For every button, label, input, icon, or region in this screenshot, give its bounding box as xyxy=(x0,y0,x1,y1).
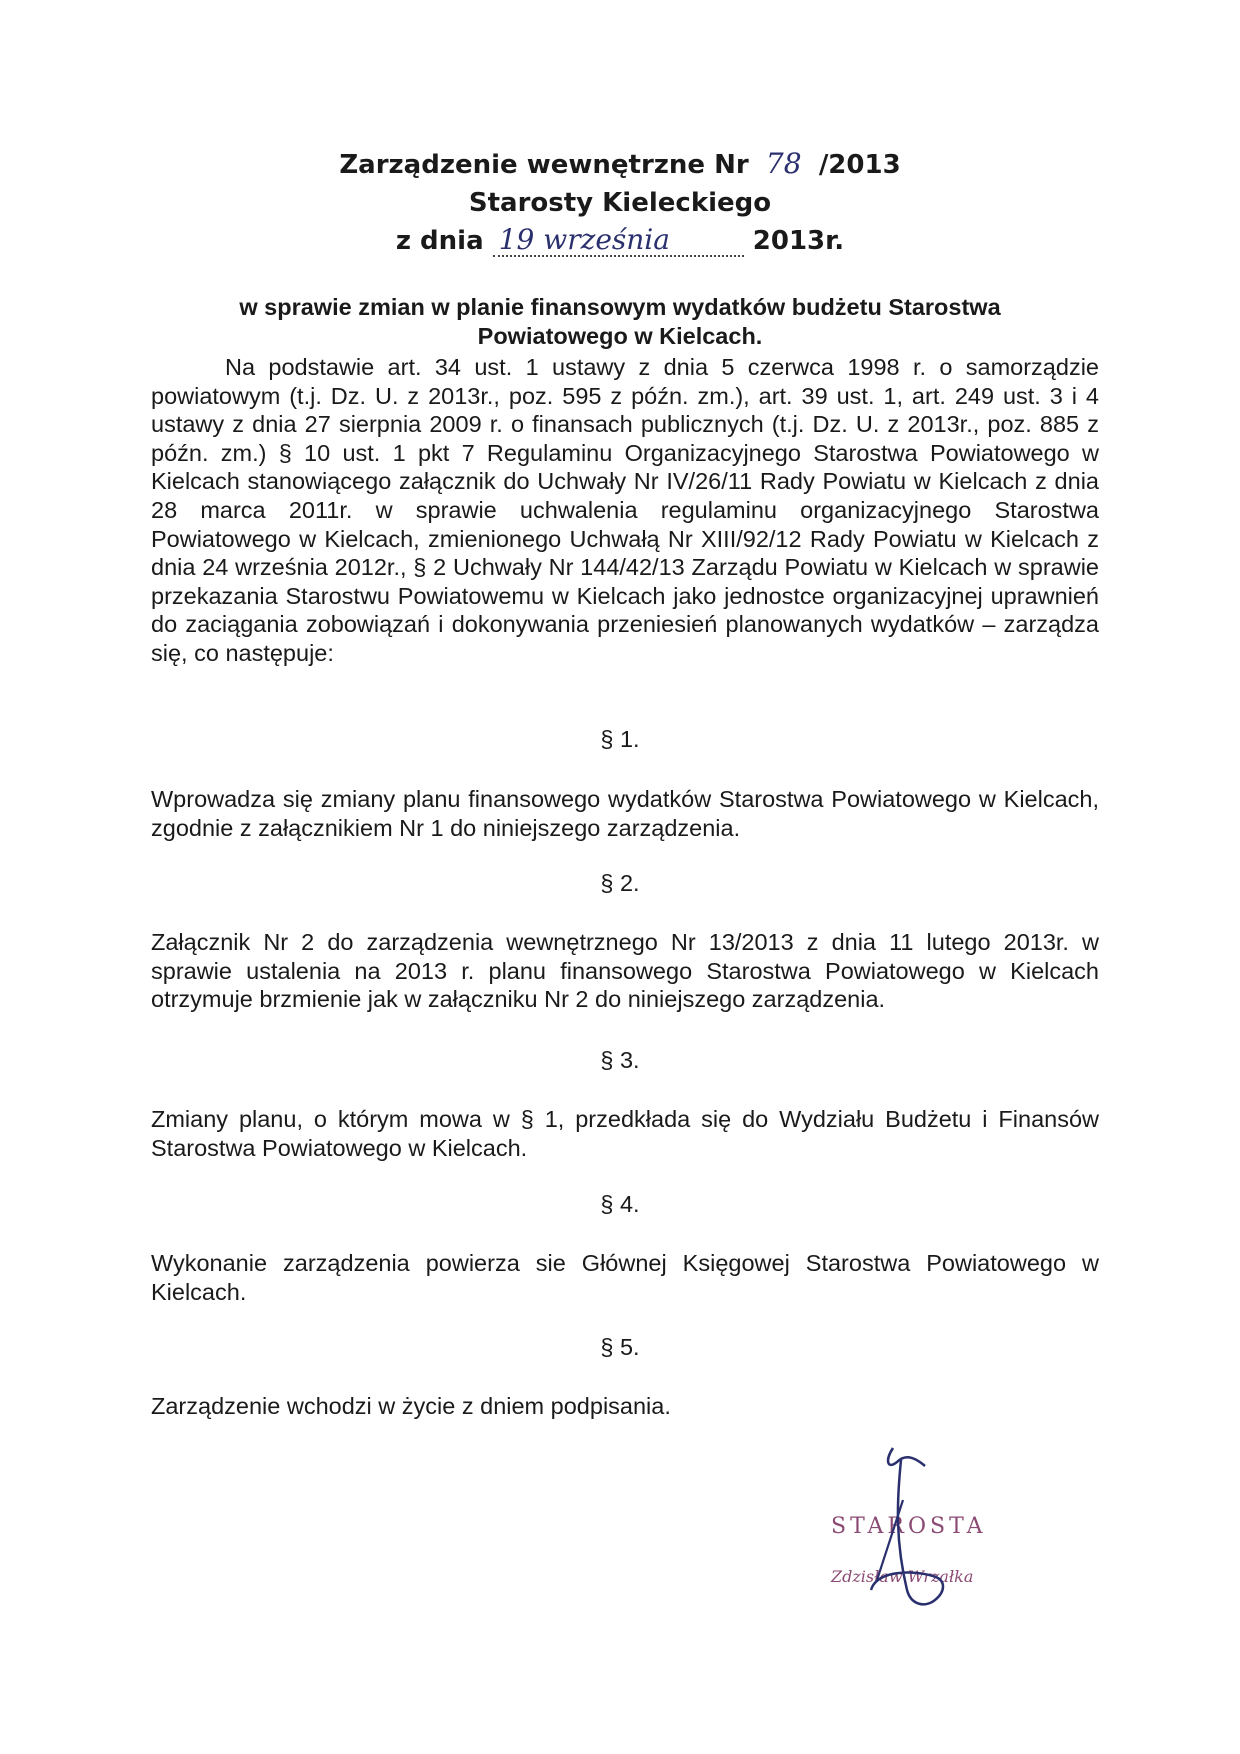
header-order-label: Zarządzenie wewnętrzne Nr xyxy=(339,150,749,180)
section-5-heading: § 5. xyxy=(600,1334,640,1360)
section-1-heading: § 1. xyxy=(600,726,640,752)
section-3-heading: § 3. xyxy=(600,1047,640,1073)
date-fill-line xyxy=(493,223,744,257)
section-2-text: Załącznik Nr 2 do zarządzenia wewnętrznego Nr 13/2013 z dnia 11 lutego 2013r. w sprawie ustalenia na 2013 r. planu finansowego Starostwa Powiatowego w Kielcach otrzymuje brzmienie jak w załączniku Nr 2 do niniejszego zarządzenia. xyxy=(151,929,1099,1013)
header-date-label: z dnia xyxy=(395,226,484,256)
stamp-title: STAROSTA xyxy=(831,1514,987,1539)
section-4-heading: § 4. xyxy=(600,1191,640,1217)
handwritten-date: 19 września xyxy=(498,223,670,256)
header-line-date xyxy=(0,222,1240,260)
header-date-year: 2013r. xyxy=(752,226,845,256)
signature-stamp xyxy=(815,1440,1015,1620)
document-subject xyxy=(150,293,1090,351)
header-line-order-number xyxy=(0,145,1240,184)
legal-basis-paragraph: Na podstawie art. 34 ust. 1 ustawy z dnia 5 czerwca 1998 r. o samorządzie powiatowym (t.j. Dz. U. z 2013r., poz. 595 z późn. zm.), art. 39 ust. 1, art. 249 ust. 3 i 4 ustawy z dnia 27 sierpnia 2009 r. o finansach publicznych (t.j. Dz. U. z 2013r., poz. 885 z późn. zm.) § 10 ust. 1 pkt 7 Regulaminu Organizacyjnego Starostwa Powiatowego w Kielcach stanowiącego załącznik do Uchwały Nr IV/26/11 Rady Powiatu w Kielcach z dnia 28 marca 2011r. w sprawie uchwalenia regulaminu organizacyjnego Starostwa Powiatowego w Kielcach, zmienionego Uchwałą Nr XIII/92/12 Rady Powiatu w Kielcach z dnia 24 września 2012r., § 2 Uchwały Nr 144/42/13 Zarządu Powiatu w Kielcach w sprawie przekazania Starostwu Powiatowemu w Kielcach jako jednostce organizacyjnej uprawnień do zaciągania zobowiązań i dokonywania przeniesień planowanych wydatków – zarządza się, co następuje: xyxy=(151,354,1099,666)
subject-line-1: w sprawie zmian w planie finansowym wydatków budżetu Starostwa xyxy=(239,294,1001,320)
section-4-text: Wykonanie zarządzenia powierza sie Głównej Księgowej Starostwa Powiatowego w Kielcach. xyxy=(151,1250,1099,1305)
section-5-text: Zarządzenie wchodzi w życie z dniem podpisania. xyxy=(151,1393,671,1419)
handwritten-order-number: 78 xyxy=(765,147,802,180)
section-2-heading: § 2. xyxy=(600,870,640,896)
section-3-text: Zmiany planu, o którym mowa w § 1, przedkłada się do Wydziału Budżetu i Finansów Starostwa Powiatowego w Kielcach. xyxy=(151,1106,1099,1161)
stamp-name: Zdzisław Wrzałka xyxy=(831,1567,974,1586)
header-issuer: Starosty Kieleckiego xyxy=(468,188,772,218)
header-order-year: /2013 xyxy=(818,150,901,180)
handwritten-signature xyxy=(815,1440,1015,1620)
subject-line-2: Powiatowego w Kielcach. xyxy=(477,323,763,349)
document-header xyxy=(0,145,1240,260)
section-1-text: Wprowadza się zmiany planu finansowego wydatków Starostwa Powiatowego w Kielcach, zgodnie z załącznikiem Nr 1 do niniejszego zarządzenia. xyxy=(151,786,1099,841)
